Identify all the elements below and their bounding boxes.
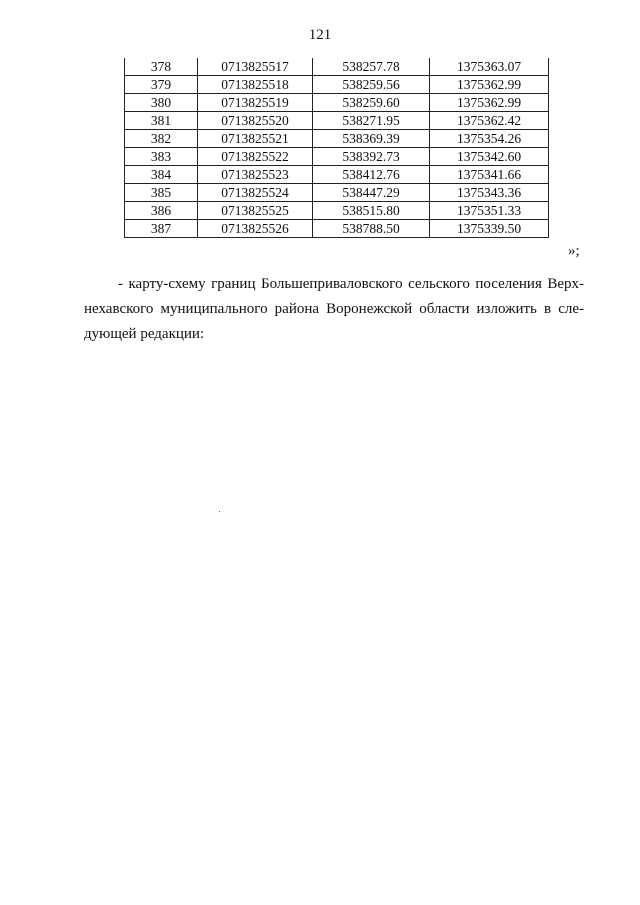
y-coordinate-cell: 1375351.33: [430, 202, 549, 220]
y-coordinate-cell: 1375363.07: [430, 58, 549, 76]
point-id-cell: 0713825517: [198, 58, 313, 76]
point-number-cell: 384: [125, 166, 198, 184]
paragraph-line-1: - карту-схему границ Большеприваловского сельского поселения Верх-: [118, 276, 584, 292]
closing-quote: »;: [568, 243, 580, 259]
coordinates-table-body: [125, 58, 549, 238]
point-number-cell: 381: [125, 112, 198, 130]
point-id-cell: 0713825525: [198, 202, 313, 220]
x-coordinate-cell: 538271.95: [313, 112, 430, 130]
y-coordinate-cell: 1375341.66: [430, 166, 549, 184]
table-row: [125, 112, 549, 130]
point-number-cell: 379: [125, 76, 198, 94]
page-number: 121: [308, 27, 332, 43]
x-coordinate-cell: 538259.56: [313, 76, 430, 94]
x-coordinate-cell: 538392.73: [313, 148, 430, 166]
x-coordinate-cell: 538788.50: [313, 220, 430, 238]
table-row: [125, 148, 549, 166]
x-coordinate-cell: 538369.39: [313, 130, 430, 148]
amendment-paragraph: [84, 272, 584, 347]
point-id-cell: 0713825520: [198, 112, 313, 130]
x-coordinate-cell: 538412.76: [313, 166, 430, 184]
x-coordinate-cell: 538515.80: [313, 202, 430, 220]
point-id-cell: 0713825521: [198, 130, 313, 148]
table-row: [125, 76, 549, 94]
point-number-cell: 387: [125, 220, 198, 238]
y-coordinate-cell: 1375342.60: [430, 148, 549, 166]
table-row: [125, 166, 549, 184]
point-id-cell: 0713825526: [198, 220, 313, 238]
table-row: [125, 184, 549, 202]
y-coordinate-cell: 1375362.99: [430, 94, 549, 112]
x-coordinate-cell: 538447.29: [313, 184, 430, 202]
y-coordinate-cell: 1375362.42: [430, 112, 549, 130]
point-id-cell: 0713825519: [198, 94, 313, 112]
scan-speck: [219, 511, 220, 512]
table-row: [125, 202, 549, 220]
point-id-cell: 0713825524: [198, 184, 313, 202]
y-coordinate-cell: 1375362.99: [430, 76, 549, 94]
table-row: [125, 130, 549, 148]
point-id-cell: 0713825523: [198, 166, 313, 184]
paragraph-line-2: нехавского муниципального района Воронежской области изложить в сле-: [84, 301, 584, 317]
y-coordinate-cell: 1375354.26: [430, 130, 549, 148]
coordinates-table: [124, 58, 549, 238]
point-id-cell: 0713825522: [198, 148, 313, 166]
point-number-cell: 383: [125, 148, 198, 166]
point-number-cell: 382: [125, 130, 198, 148]
paragraph-line-3: дующей редакции:: [84, 326, 205, 342]
point-number-cell: 386: [125, 202, 198, 220]
point-id-cell: 0713825518: [198, 76, 313, 94]
point-number-cell: 378: [125, 58, 198, 76]
table-row: [125, 220, 549, 238]
point-number-cell: 385: [125, 184, 198, 202]
x-coordinate-cell: 538259.60: [313, 94, 430, 112]
point-number-cell: 380: [125, 94, 198, 112]
table-row: [125, 58, 549, 76]
x-coordinate-cell: 538257.78: [313, 58, 430, 76]
y-coordinate-cell: 1375343.36: [430, 184, 549, 202]
table-row: [125, 94, 549, 112]
y-coordinate-cell: 1375339.50: [430, 220, 549, 238]
